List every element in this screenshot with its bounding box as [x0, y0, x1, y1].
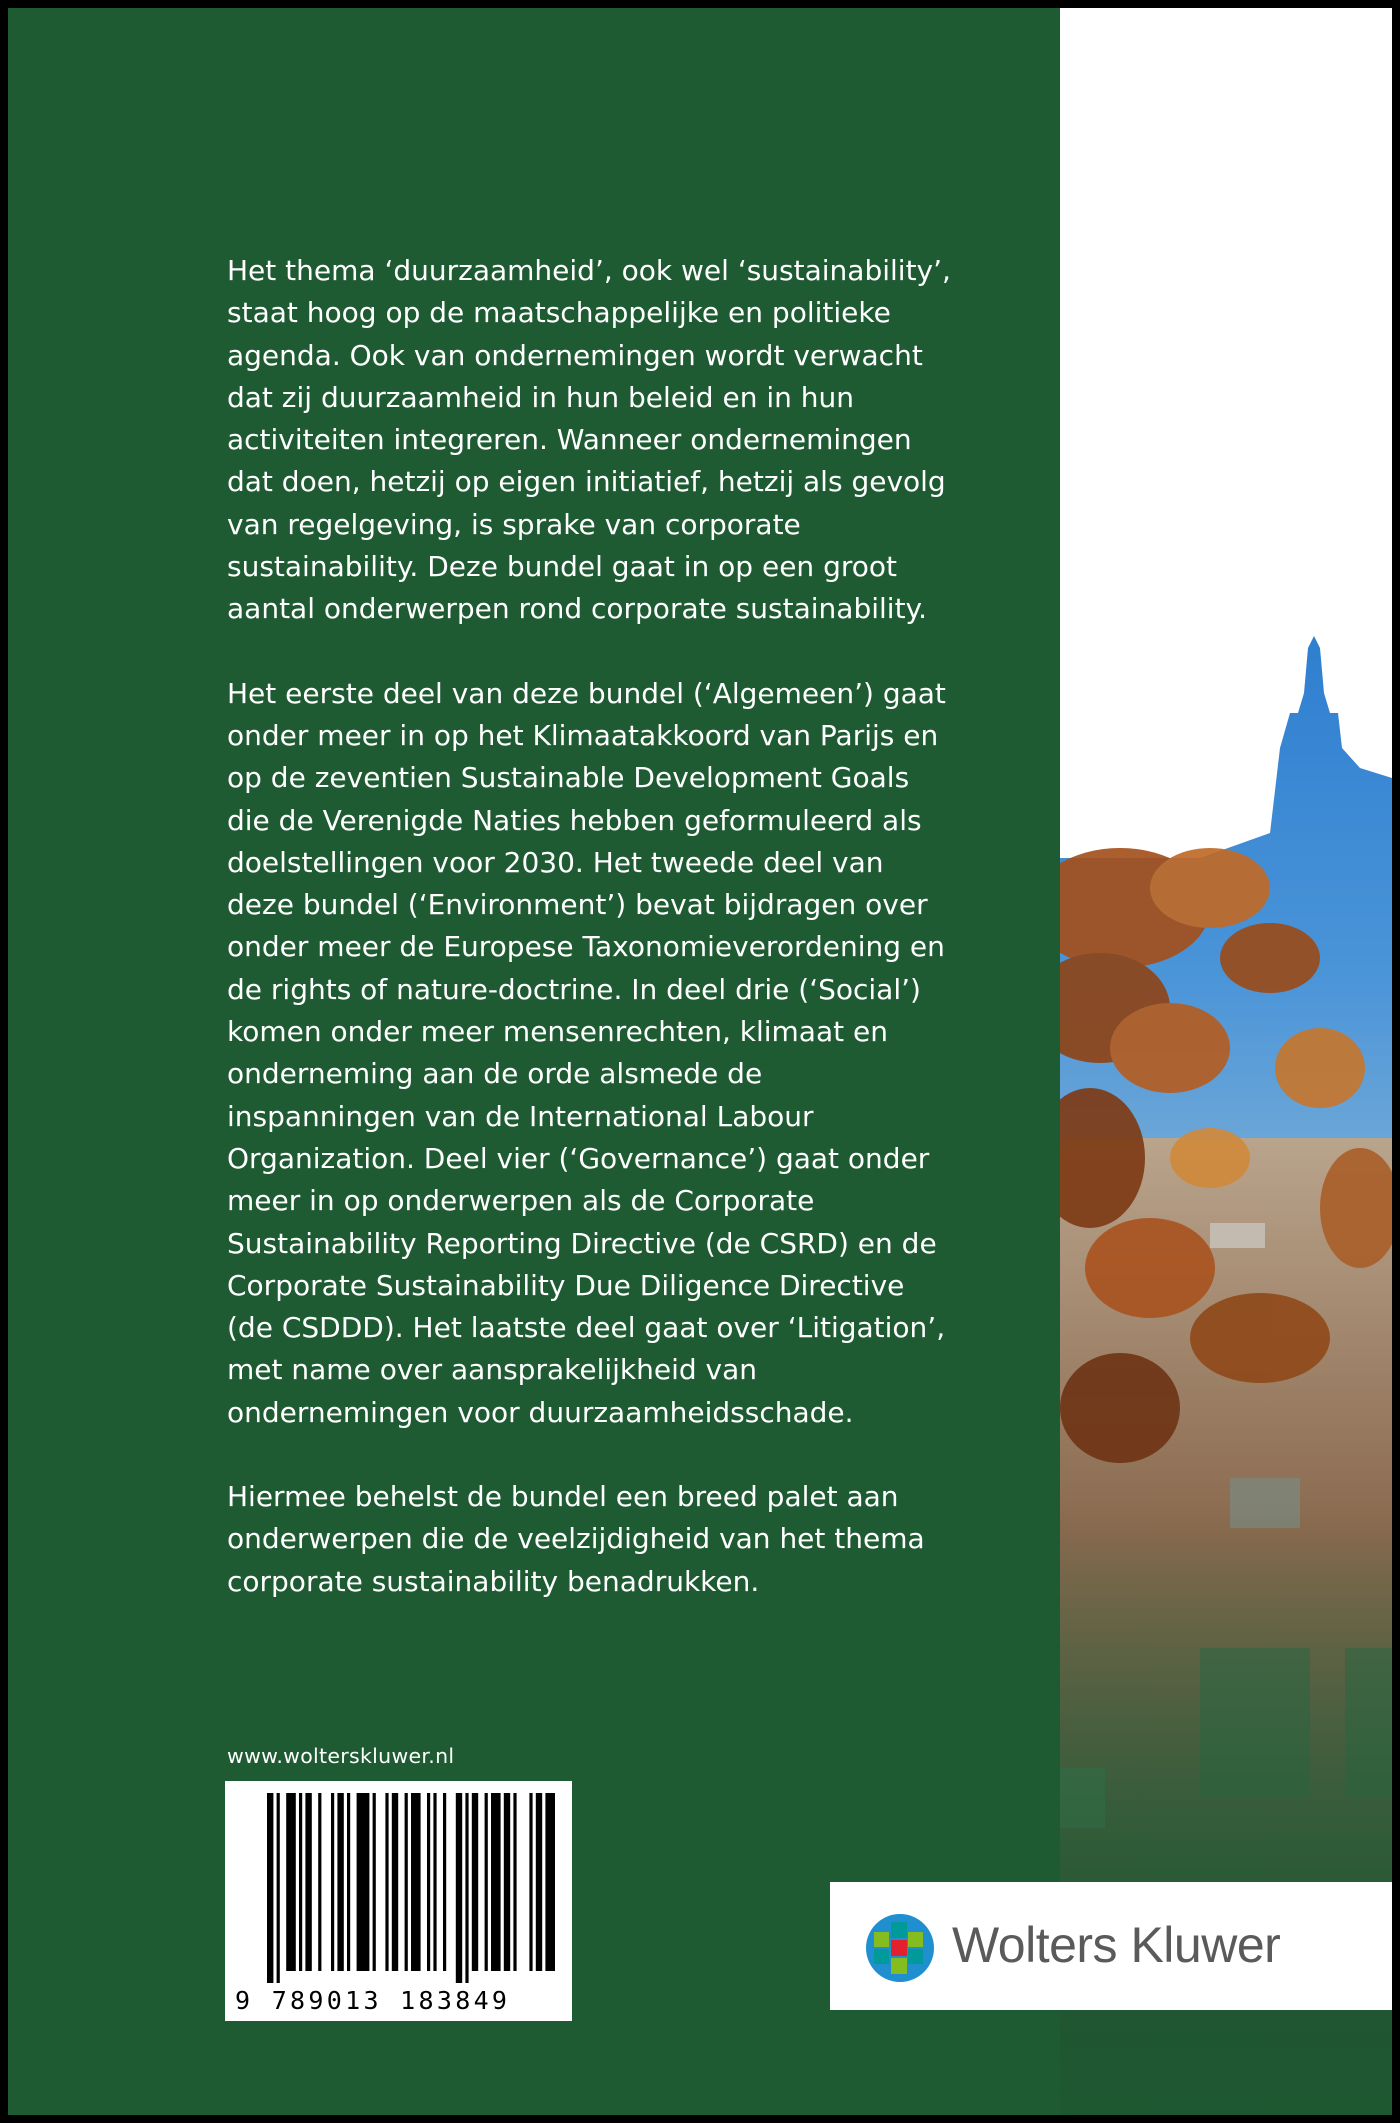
barcode-bar: [491, 1793, 501, 1971]
blurb-text: [227, 250, 957, 1645]
publisher-logo: [830, 1882, 1392, 2010]
barcode-bar: [427, 1793, 430, 1971]
website-url: www.wolterskluwer.nl: [227, 1744, 455, 1768]
barcode-bar: [392, 1793, 398, 1971]
barcode-bar: [305, 1793, 311, 1971]
barcode-bar: [405, 1793, 408, 1971]
barcode-bar: [443, 1793, 446, 1971]
barcode-bar: [318, 1793, 321, 1971]
barcode-bar: [267, 1793, 273, 1983]
barcode-bar: [331, 1793, 334, 1971]
barcode-bar: [433, 1793, 436, 1971]
barcode-bar: [357, 1793, 370, 1971]
blurb-paragraph-3: Hiermee behelst de bundel een breed palet aan onderwerpen die de veelzijdigheid van het thema corporate sustainability benadrukken.: [227, 1480, 925, 1598]
barcode-bar: [513, 1793, 516, 1971]
barcode-bar: [485, 1793, 488, 1971]
publisher-name: Wolters Kluwer: [952, 1917, 1281, 1973]
green-panel: [8, 8, 1060, 2115]
blurb-paragraph-1: Het thema ‘duurzaamheid’, ook wel ‘sustainability’, staat hoog op de maatschappelijke en politieke agenda. Ook van ondernemingen wordt verwacht dat zij duurzaamheid in hun beleid en in hun activiteiten integreren. Wanneer ondernemingen dat doen, hetzij op eigen initiatief, hetzij als gevolg van regelgeving, is sprake van corporate sustainability. Deze bundel gaat in op een groot aantal onderwerpen rond corporate sustainability.: [227, 254, 951, 626]
barcode-bar: [504, 1793, 510, 1971]
barcode-bar: [337, 1793, 343, 1971]
barcode-bar: [472, 1793, 478, 1971]
barcode-bar: [385, 1793, 388, 1971]
barcode-bar: [299, 1793, 302, 1971]
cover-photo-edge: [1060, 8, 1392, 2115]
barcode-bar: [545, 1793, 555, 1971]
city-photo: [1060, 8, 1392, 2115]
barcode-bar: [373, 1793, 376, 1971]
barcode-bar: [347, 1793, 350, 1971]
blurb-paragraph-2: Het eerste deel van deze bundel (‘Algemeen’) gaat onder meer in op het Klimaatakkoord van Parijs en op de zeventien Sustainable Development Goals die de Verenigde Naties hebben geformuleerd als doelstellingen voor 2030. Het tweede deel van deze bundel (‘Environment’) bevat bijdragen over onder meer de Europese Taxonomieverordening en de rights of nature-doctrine. In deel drie (‘Social’) komen onder meer mensenrechten, klimaat en onderneming aan de orde alsmede de inspanningen van de International Labour Organization. Deel vier (‘Governance’) gaat onder meer in op onderwerpen als de Corporate Sustainability Reporting Directive (de CSRD) en de Corporate Sustainability Due Diligence Directive (de CSDDD). Het laatste deel gaat over ‘Litigation’, met name over aansprakelijkheid van ondernemingen voor duurzaamheidsschade.: [227, 676, 946, 1429]
barcode-bar: [277, 1793, 280, 1983]
barcode-bar: [529, 1793, 532, 1971]
wolters-kluwer-mosaic-icon: [866, 1914, 934, 1982]
barcode-icon: [225, 1781, 572, 1986]
barcode-bar: [536, 1793, 542, 1971]
barcode: [225, 1781, 572, 2021]
barcode-bar: [286, 1793, 296, 1971]
book-back-cover: [8, 8, 1392, 2115]
barcode-bar: [456, 1793, 462, 1983]
barcode-bar: [411, 1793, 421, 1971]
barcode-bar: [465, 1793, 468, 1983]
isbn-number: 9 789013 183849: [235, 1986, 511, 2015]
